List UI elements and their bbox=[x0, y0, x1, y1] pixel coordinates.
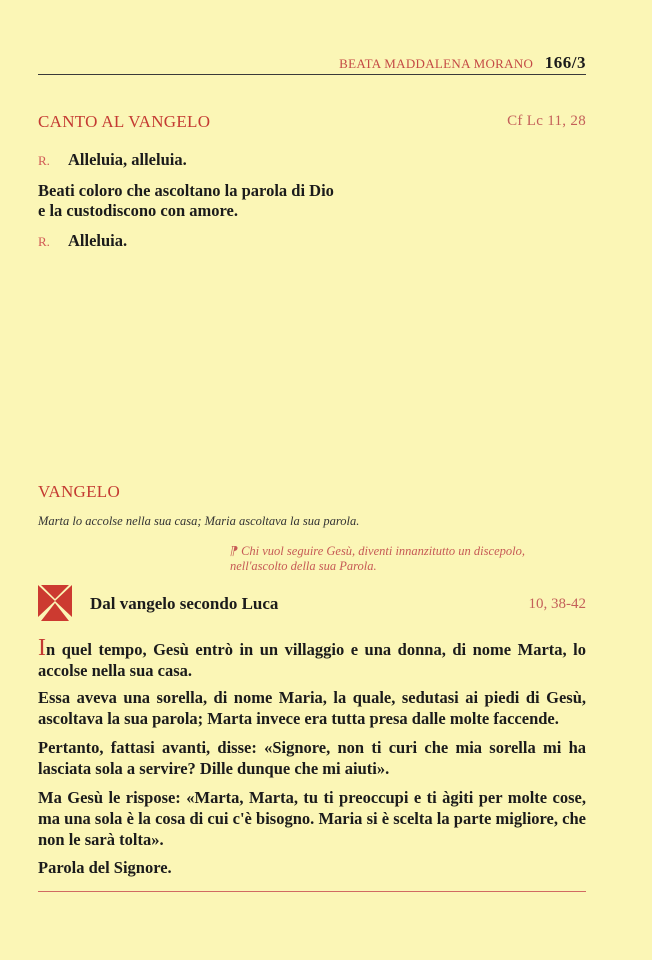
vangelo-heading bbox=[38, 482, 586, 502]
verse-line-2: e la custodiscono con amore. bbox=[38, 201, 238, 220]
gospel-paragraph-2: Essa aveva una sorella, di nome Maria, la quale, sedutasi ai piedi di Gesù, ascoltava la sua parola; Marta invece era tutta presa dalle molte faccende. bbox=[38, 688, 586, 728]
vangelo-title: VANGELO bbox=[38, 482, 121, 501]
liturgy-page bbox=[38, 0, 586, 960]
vangelo-note-line-2: nell'ascolto della sua Parola. bbox=[230, 559, 377, 573]
closing-acclamation: Parola del Signore. bbox=[38, 858, 172, 877]
gospel-paragraph-4: Ma Gesù le rispose: «Marta, Marta, tu ti preoccupi e ti àgiti per molte cose, ma una sola è la cosa di cui c'è bisogno. Maria si è scelta la parte migliore, che non le sarà tolta». bbox=[38, 788, 586, 849]
response-symbol: R. bbox=[38, 234, 50, 249]
gospel-paragraph-3: Pertanto, fattasi avanti, disse: «Signore, non ti curi che mia sorella mi ha lasciata sola a servire? Dille dunque che mi aiuti». bbox=[38, 738, 586, 778]
gospel-paragraph-1 bbox=[38, 636, 586, 681]
verse-line-1: Beati coloro che ascoltano la parola di Dio bbox=[38, 181, 334, 200]
cross-pattee-icon bbox=[38, 585, 72, 621]
drop-cap: I bbox=[38, 635, 46, 661]
response-symbol: R. bbox=[38, 153, 50, 168]
page-number: 166/3 bbox=[544, 53, 586, 72]
running-title: BEATA MADDALENA MORANO bbox=[339, 56, 534, 71]
vangelo-subtitle: Marta lo accolse nella sua casa; Maria ascoltava la sua parola. bbox=[38, 514, 360, 528]
header-rule bbox=[38, 74, 586, 75]
response-line-2 bbox=[38, 231, 586, 252]
gospel-heading bbox=[38, 585, 586, 621]
canto-reference: Cf Lc 11, 28 bbox=[507, 113, 586, 129]
reading-title: Dal vangelo secondo Luca bbox=[90, 594, 279, 613]
response-text-1: Alleluia, alleluia. bbox=[68, 150, 187, 169]
canto-title: CANTO AL VANGELO bbox=[38, 112, 211, 131]
response-text-2: Alleluia. bbox=[68, 231, 128, 250]
paragraph-1-text: n quel tempo, Gesù entrò in un villaggio e una donna, di nome Marta, lo accolse nella sua casa. bbox=[38, 640, 586, 680]
vangelo-note bbox=[230, 544, 586, 574]
vangelo-note-line-1: ⁋ Chi vuol seguire Gesù, diventi innanzitutto un discepolo, bbox=[230, 544, 525, 558]
reading-reference: 10, 38-42 bbox=[528, 596, 586, 612]
footer-rule bbox=[38, 891, 586, 892]
canto-heading bbox=[38, 112, 586, 132]
response-line-1 bbox=[38, 150, 586, 171]
running-header bbox=[38, 53, 586, 73]
